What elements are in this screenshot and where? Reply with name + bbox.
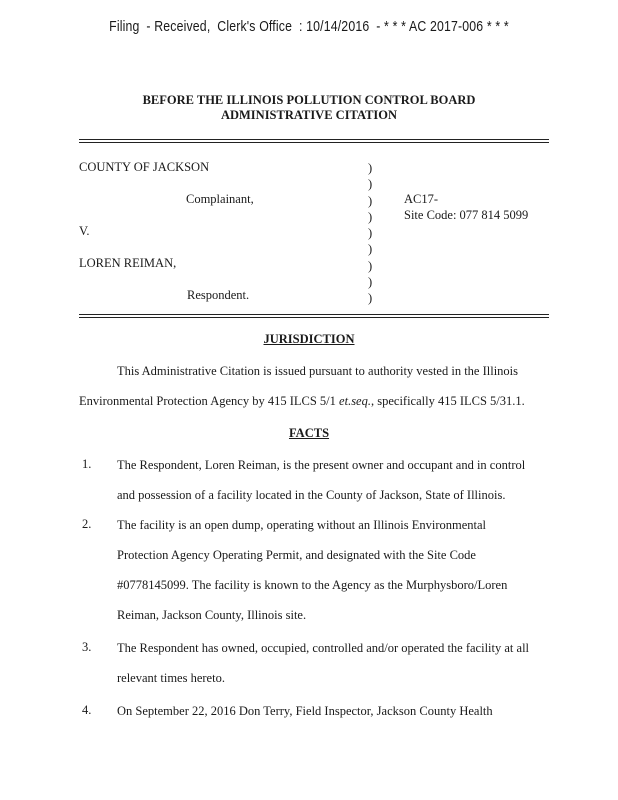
caption-rule-top-1 (79, 139, 549, 140)
paren: ) (368, 242, 373, 257)
paren: ) (368, 258, 373, 273)
et-seq-citation: et.seq. (339, 394, 371, 408)
jurisdiction-line-2 (79, 394, 525, 409)
fact-line: Reiman, Jackson County, Illinois site. (117, 608, 307, 622)
paren: ) (368, 209, 373, 224)
fact-number: 4. (82, 703, 92, 717)
fact-line: #0778145099. The facility is known to the Agency as the Murphysboro/Loren (117, 578, 508, 592)
fact-4 (117, 696, 493, 726)
citation-type: ADMINISTRATIVE CITATION (220, 108, 398, 122)
caption-parentheses (368, 160, 372, 307)
filing-stamp (56, 18, 563, 35)
fact-number: 2. (82, 517, 92, 531)
jurisdiction-line-1: This Administrative Citation is issued pursuant to authority vested in the Illinois (117, 364, 519, 378)
jurisdiction-heading: JURISDICTION (263, 332, 355, 346)
stamp-date: : 10/14/2016 (298, 18, 370, 35)
fact-line: The facility is an open dump, operating without an Illinois Environmental (117, 518, 487, 532)
paren: ) (368, 161, 373, 175)
complainant-name: COUNTY OF JACKSON (79, 160, 210, 174)
fact-number: 1. (82, 457, 92, 471)
fact-line: Protection Agency Operating Permit, and designated with the Site Code (117, 548, 476, 562)
respondent-name: LOREN REIMAN, (79, 256, 177, 270)
fact-line: The Respondent, Loren Reiman, is the present owner and occupant and in control (117, 458, 526, 472)
jurisdiction-line-2-a: Environmental Protection Agency by 415 ILCS 5/1 (79, 394, 340, 408)
fact-line: The Respondent has owned, occupied, controlled and/or operated the facility at all (117, 641, 530, 655)
fact-line: relevant times hereto. (117, 671, 225, 685)
caption-rule-top-2 (79, 142, 549, 143)
board-name: BEFORE THE ILLINOIS POLLUTION CONTROL BOARD (142, 93, 476, 107)
versus-label: V. (79, 224, 90, 238)
stamp-received: - Received, (146, 18, 211, 35)
fact-1 (117, 450, 525, 510)
paren: ) (368, 291, 373, 306)
paren: ) (368, 177, 373, 192)
facts-heading: FACTS (288, 426, 330, 440)
caption-rule-bottom-1 (79, 314, 549, 315)
jurisdiction-line-2-b: , specifically 415 ILCS 5/31.1. (370, 394, 525, 408)
stamp-office: Clerk's Office (217, 18, 293, 35)
respondent-label: Respondent. (187, 288, 250, 302)
fact-3 (117, 633, 529, 693)
paren: ) (368, 226, 373, 241)
paren: ) (368, 275, 373, 290)
complainant-label: Complainant, (186, 192, 254, 206)
paren: ) (368, 193, 373, 208)
stamp-case: - * * * AC 2017-006 * * * (376, 18, 509, 35)
site-code: Site Code: 077 814 5099 (404, 208, 529, 222)
fact-line: and possession of a facility located in the County of Jackson, State of Illinois. (117, 488, 506, 502)
fact-number: 3. (82, 640, 92, 654)
fact-2 (117, 510, 507, 630)
caption-rule-bottom-2 (79, 317, 549, 318)
stamp-filing: Filing (109, 18, 140, 35)
fact-line: On September 22, 2016 Don Terry, Field Inspector, Jackson County Health (117, 704, 493, 718)
case-number: AC17- (404, 192, 439, 206)
document-title (0, 93, 618, 123)
